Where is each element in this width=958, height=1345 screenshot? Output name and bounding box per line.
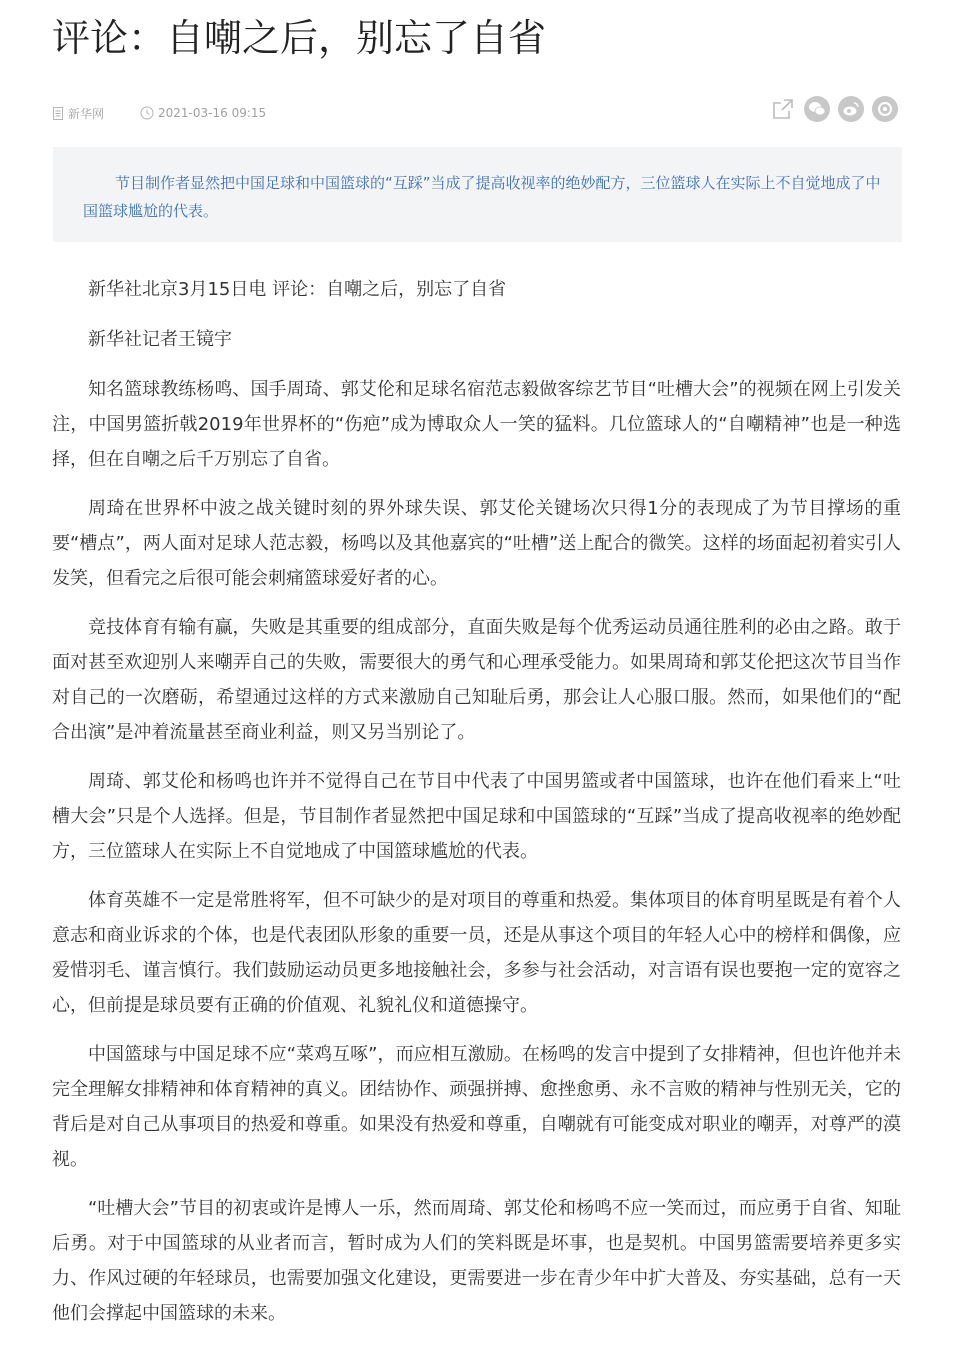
wechat-icon[interactable] [804,96,830,122]
qzone-icon[interactable] [872,96,898,122]
article-meta [52,102,266,124]
paragraph: “吐槽大会”节目的初衷或许是博人一乐，然而周琦、郭艾伦和杨鸣不应一笑而过，而应勇于自省、知耻后勇。对于中国篮球的从业者而言，暂时成为人们的笑料既是坏事，也是契机。中国男篮需要培养更多实力、作风过硬的年轻球员，也需要加强文化建设，更需要进一步在青少年中扩大普及、夯实基础，总有一天他们会撑起中国篮球的未来。 [52,1198,901,1324]
publish-time [140,106,266,120]
source-label[interactable]: 新华网 [68,106,105,121]
share-bar [762,96,898,122]
source [52,105,104,122]
paragraph: 中国篮球与中国足球不应“菜鸡互啄”，而应相互激励。在杨鸣的发言中提到了女排精神，但也许他并未完全理解女排精神和体育精神的真义。团结协作、顽强拼搏、愈挫愈勇、永不言败的精神与性别无关，它的背后是对自己从事项目的热爱和尊重。如果没有热爱和尊重，自嘲就有可能变成对职业的嘲弄，对尊严的漠视。 [52,1044,901,1170]
external-share-icon[interactable] [770,96,796,122]
article-title: 评论：自嘲之后，别忘了自省 [52,16,547,60]
article-summary: 节目制作者显然把中国足球和中国篮球的“互踩”当成了提高收视率的绝妙配方，三位篮球人在实际上不自觉地成了中国篮球尴尬的代表。 [53,147,902,242]
document-icon [52,107,64,120]
paragraph-byline: 新华社记者王镜宇 [88,329,232,350]
paragraph: 体育英雄不一定是常胜将军，但不可缺少的是对项目的尊重和热爱。集体项目的体育明星既是有着个人意志和商业诉求的个体，也是代表团队形象的重要一员，还是从事这个项目的年轻人心中的榜样和偶像，应爱惜羽毛、谨言慎行。我们鼓励运动员更多地接触社会，多参与社会活动，对言语有误也要抱一定的宽容之心，但前提是球员要有正确的价值观、礼貌礼仪和道德操守。 [52,890,901,1016]
paragraph-dateline: 新华社北京3月15日电 评论：自嘲之后，别忘了自省 [88,279,507,300]
paragraph: 周琦在世界杯中波之战关键时刻的界外球失误、郭艾伦关键场次只得1分的表现成了为节目撑场的重要“槽点”，两人面对足球人范志毅，杨鸣以及其他嘉宾的“吐槽”送上配合的微笑。这样的场面起初着实引人发笑，但看完之后很可能会刺痛篮球爱好者的心。 [52,498,901,589]
publish-time-label: 2021-03-16 09:15 [158,106,267,120]
article-body [52,272,901,1345]
weibo-icon[interactable] [838,96,864,122]
clock-icon [140,106,154,120]
paragraph: 周琦、郭艾伦和杨鸣也许并不觉得自己在节目中代表了中国男篮或者中国篮球，也许在他们看来上“吐槽大会”只是个人选择。但是，节目制作者显然把中国足球和中国篮球的“互踩”当成了提高收视率的绝妙配方，三位篮球人在实际上不自觉地成了中国篮球尴尬的代表。 [52,771,901,862]
paragraph: 竞技体育有输有赢，失败是其重要的组成部分，直面失败是每个优秀运动员通往胜利的必由之路。敢于面对甚至欢迎别人来嘲弄自己的失败，需要很大的勇气和心理承受能力。如果周琦和郭艾伦把这次节目当作对自己的一次磨砺，希望通过这样的方式来激励自己知耻后勇，那会让人心服口服。然而，如果他们的“配合出演”是冲着流量甚至商业利益，则又另当别论了。 [52,617,901,743]
paragraph: 知名篮球教练杨鸣、国手周琦、郭艾伦和足球名宿范志毅做客综艺节目“吐槽大会”的视频在网上引发关注，中国男篮折戟2019年世界杯的“伤疤”成为博取众人一笑的猛料。几位篮球人的“自嘲精神”也是一种选择，但在自嘲之后千万别忘了自省。 [52,379,901,470]
